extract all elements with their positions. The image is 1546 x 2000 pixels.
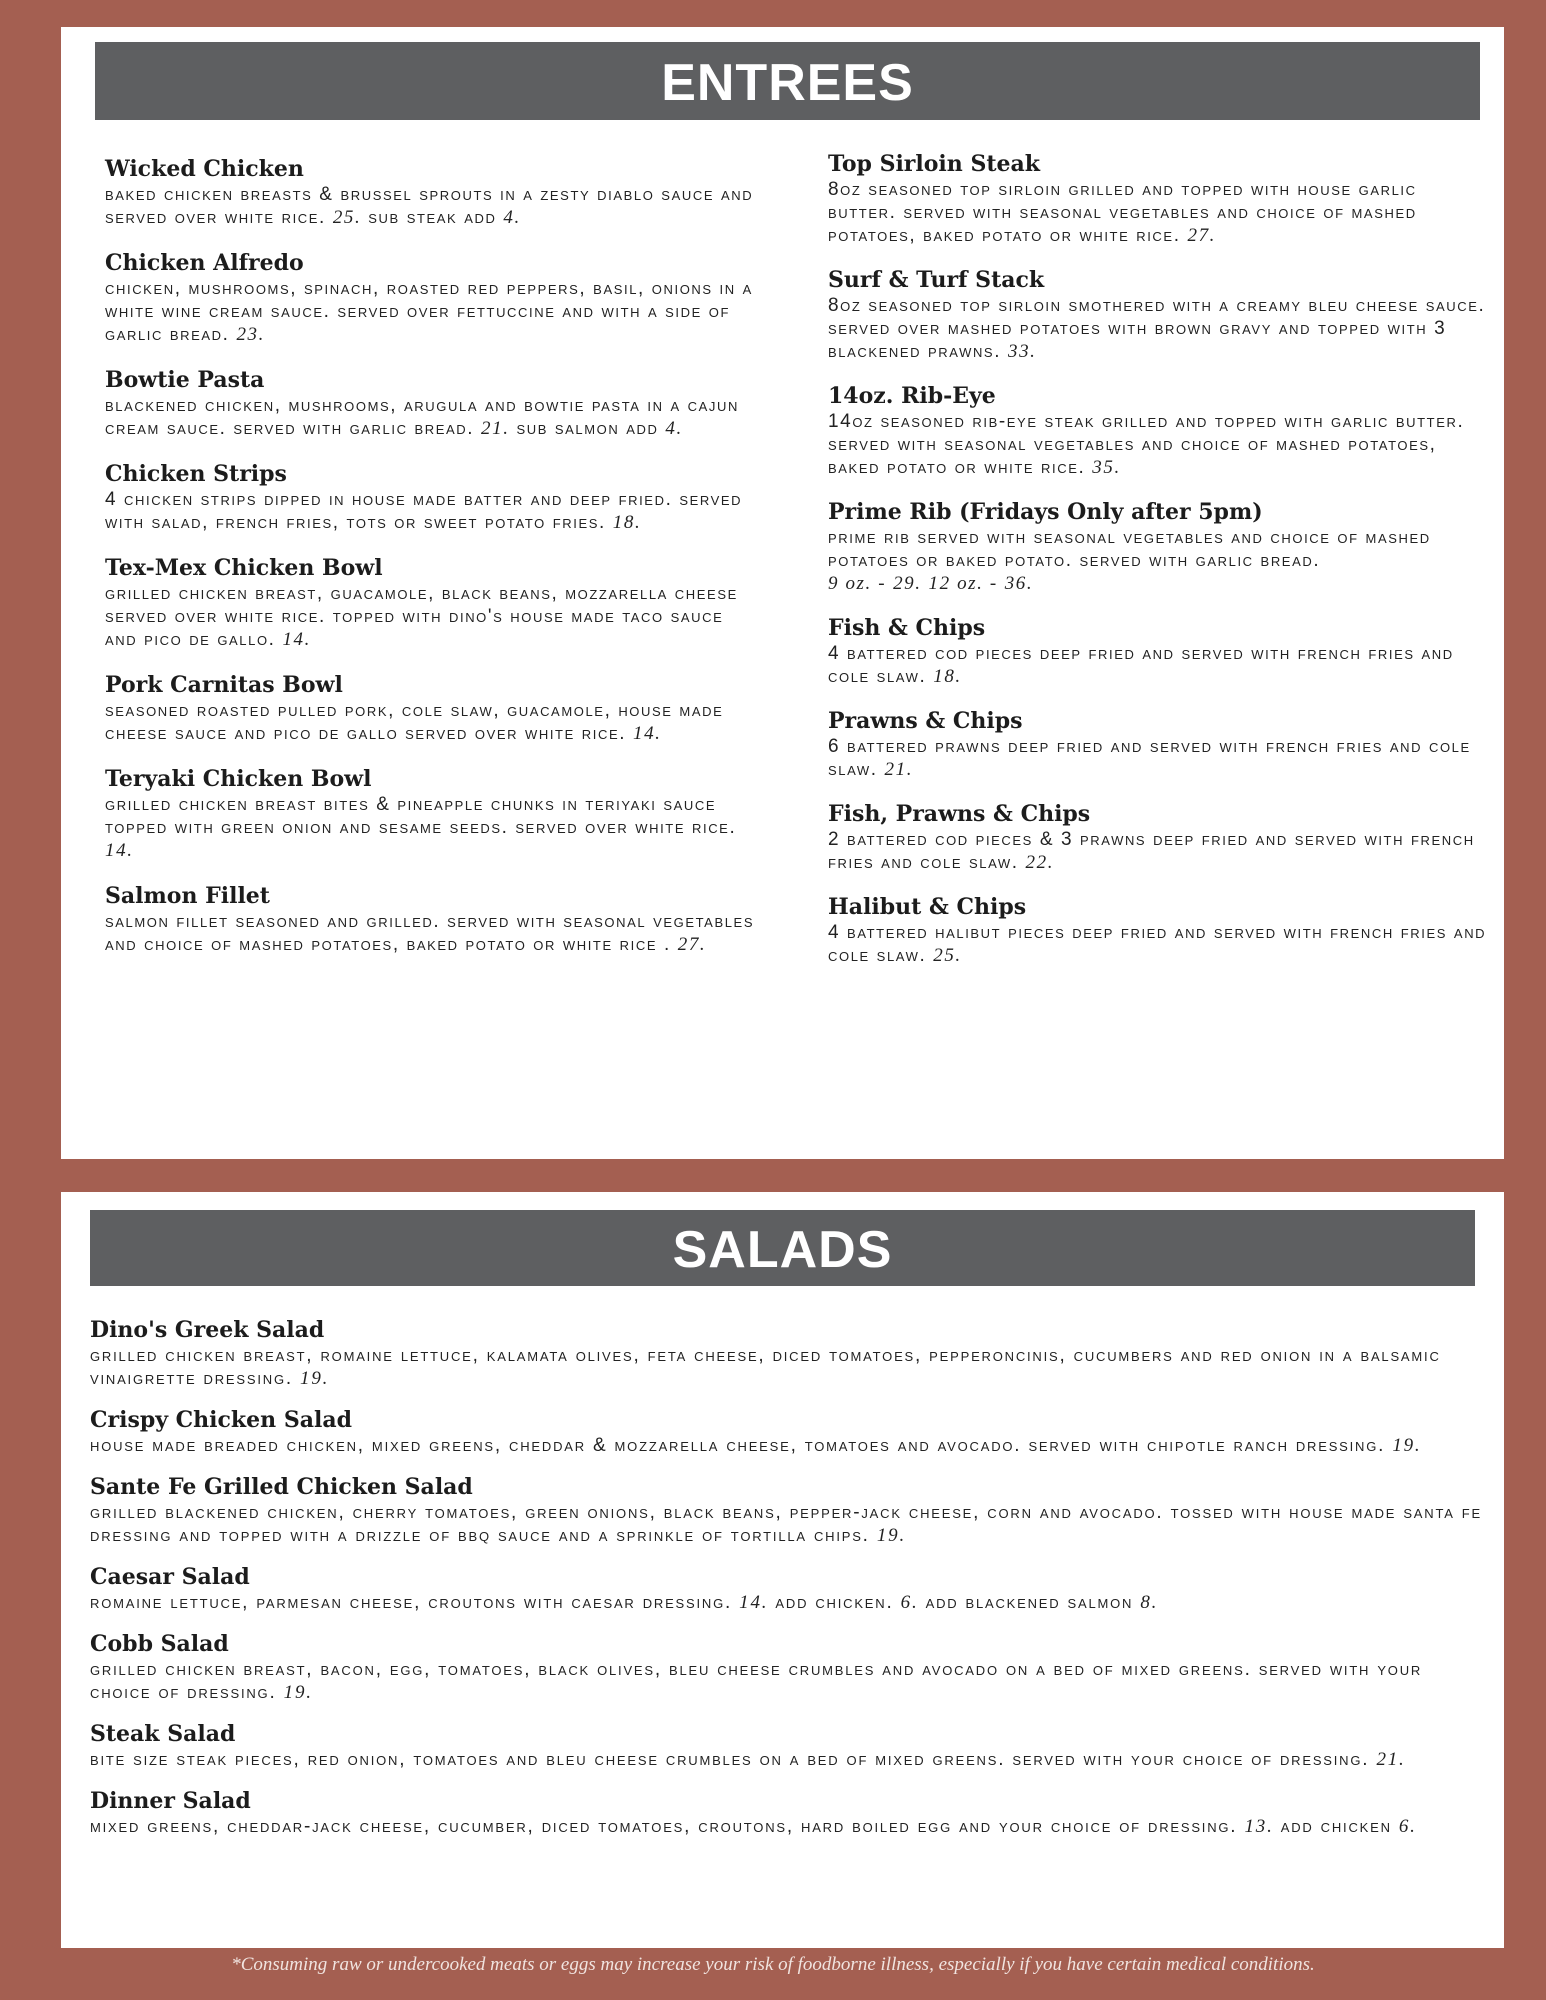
description-text: 8oz seasoned top sirloin smothered with a creamy bleu cheese sauce. served over mashed potatoes with brown gravy and topped with 3 blackened prawns.	[828, 295, 1486, 362]
menu-item	[828, 894, 1488, 967]
menu-item	[828, 151, 1488, 247]
item-price: 14.	[282, 629, 312, 650]
menu-item-name: Top Sirloin Steak	[828, 151, 1040, 177]
item-price: 18.	[933, 666, 962, 687]
menu-item-description	[90, 1434, 1490, 1457]
salads-header: SALADS	[90, 1210, 1475, 1286]
entrees-panel	[61, 27, 1504, 1159]
portion-size: 9 oz. -	[828, 573, 887, 594]
menu-item	[90, 1721, 1490, 1771]
description-text: 6 battered prawns deep fried and served with french fries and cole slaw.	[828, 736, 1471, 780]
menu-item-name: Halibut & Chips	[828, 894, 1027, 920]
menu-item	[90, 1788, 1490, 1838]
item-price: 23.	[236, 324, 266, 345]
description-text: mixed greens, cheddar-jack cheese, cucumber, diced tomatoes, croutons, hard boiled egg and your choice of dressing.	[90, 1816, 1238, 1837]
menu-item-description	[828, 642, 1488, 688]
menu-item	[105, 672, 755, 745]
menu-item	[105, 461, 755, 534]
description-text: 2 battered cod pieces & 3 prawns deep fried and served with french fries and cole slaw.	[828, 829, 1475, 873]
add-on-label: sub steak add	[368, 207, 497, 228]
menu-item-name: Crispy Chicken Salad	[90, 1407, 352, 1433]
menu-item-description	[105, 910, 755, 956]
menu-item-name: Bowtie Pasta	[105, 367, 265, 393]
entrees-right-column	[828, 151, 1488, 987]
menu-item-description	[90, 1344, 1490, 1390]
entrees-header: ENTREES	[95, 42, 1480, 120]
item-price: 13.	[1244, 1816, 1274, 1837]
menu-item-description	[828, 526, 1488, 595]
description-text: 4 chicken strips dipped in house made batter and deep fried. served with salad, french fries, tots or sweet potato fries.	[105, 489, 743, 533]
menu-item-name: Prime Rib (Fridays Only after 5pm)	[828, 499, 1263, 525]
description-text: 4 battered cod pieces deep fried and served with french fries and cole slaw.	[828, 643, 1454, 687]
menu-item-description	[828, 294, 1488, 363]
description-text: romaine lettuce, parmesan cheese, croutons with caesar dressing.	[90, 1592, 733, 1613]
menu-item-name: Wicked Chicken	[105, 156, 304, 182]
menu-item	[105, 766, 755, 862]
menu-item-name: Caesar Salad	[90, 1564, 250, 1590]
menu-item-description	[828, 921, 1488, 967]
description-text: prime rib served with seasonal vegetables and choice of mashed potatoes or baked potato. served with garlic bread.	[828, 527, 1431, 571]
add-on-label: add chicken	[1280, 1816, 1392, 1837]
menu-item-description	[105, 582, 755, 651]
item-price: 21.	[884, 759, 914, 780]
item-price: 25.	[332, 207, 362, 228]
item-price: 35.	[1092, 457, 1121, 478]
item-price: 27.	[677, 934, 707, 955]
menu-item-description	[105, 793, 755, 862]
item-price: 14.	[105, 840, 134, 861]
menu-item-description	[105, 394, 755, 440]
item-price: 19.	[876, 1525, 907, 1546]
menu-item-description	[828, 410, 1488, 479]
item-price: 25.	[933, 945, 962, 966]
add-on-price: 8.	[1140, 1592, 1159, 1613]
menu-item-description	[828, 178, 1488, 247]
menu-item-name: Pork Carnitas Bowl	[105, 672, 343, 698]
description-text: seasoned roasted pulled pork, cole slaw, guacamole, house made cheese sauce and pico de gallo served over white rice.	[105, 700, 724, 744]
portion-size: 12 oz. -	[928, 573, 998, 594]
menu-item	[828, 801, 1488, 874]
add-on-price: 6.	[1398, 1816, 1417, 1837]
add-on-label: add blackened salmon	[925, 1592, 1134, 1613]
menu-item-description	[828, 828, 1488, 874]
menu-item-description	[105, 183, 755, 229]
description-text: 4 battered halibut pieces deep fried and served with french fries and cole slaw.	[828, 922, 1487, 966]
description-text: grilled chicken breast, bacon, egg, tomatoes, black olives, bleu cheese crumbles and avocado on a bed of mixed greens. served with your choice of dressing.	[90, 1659, 1423, 1703]
menu-item-name: Chicken Alfredo	[105, 250, 304, 276]
menu-item	[90, 1317, 1490, 1390]
menu-item-description	[90, 1815, 1490, 1838]
description-text: grilled chicken breast, romaine lettuce, kalamata olives, feta cheese, diced tomatoes, pepperoncinis, cucumbers and red onion in a balsamic vinaigrette dressing.	[90, 1345, 1441, 1389]
description-text: baked chicken breasts & brussel sprouts in a zesty diablo sauce and served over white rice.	[105, 184, 754, 228]
description-text: chicken, mushrooms, spinach, roasted red peppers, basil, onions in a white wine cream sauce. served over fettuccine and with a side of garlic bread.	[105, 278, 753, 345]
menu-item-description	[105, 488, 755, 534]
item-price: 36.	[1004, 573, 1034, 594]
menu-item-name: Dino's Greek Salad	[90, 1317, 325, 1343]
item-price: 21.	[1376, 1749, 1406, 1770]
add-on-price: 4.	[665, 418, 683, 439]
menu-item	[828, 708, 1488, 781]
menu-item-name: Tex-Mex Chicken Bowl	[105, 555, 383, 581]
menu-item-name: Cobb Salad	[90, 1631, 229, 1657]
menu-item-name: Fish & Chips	[828, 615, 986, 641]
menu-item-name: Sante Fe Grilled Chicken Salad	[90, 1474, 473, 1500]
menu-item-name: 14oz. Rib-Eye	[828, 383, 996, 409]
menu-item	[828, 267, 1488, 363]
salads-panel	[61, 1192, 1504, 1948]
menu-item	[105, 250, 755, 346]
item-price: 19.	[1392, 1435, 1422, 1456]
description-text: salmon fillet seasoned and grilled. served with seasonal vegetables and choice of mashed potatoes, baked potato or white rice .	[105, 911, 755, 955]
menu-item-description	[90, 1591, 1490, 1614]
menu-item-name: Fish, Prawns & Chips	[828, 801, 1091, 827]
menu-item	[90, 1564, 1490, 1614]
entrees-left-column	[105, 156, 755, 977]
menu-item-name: Salmon Fillet	[105, 883, 270, 909]
item-price: 21.	[481, 418, 510, 439]
salads-list	[90, 1317, 1490, 1855]
menu-item-description	[105, 699, 755, 745]
menu-item-name: Steak Salad	[90, 1721, 236, 1747]
menu-item-description	[90, 1748, 1490, 1771]
menu-item	[828, 499, 1488, 595]
menu-item	[90, 1407, 1490, 1457]
item-price: 18.	[612, 512, 642, 533]
menu-item-name: Surf & Turf Stack	[828, 267, 1045, 293]
food-safety-disclaimer: *Consuming raw or undercooked meats or eggs may increase your risk of foodborne illness, especially if you have certain medical conditions.	[231, 1954, 1315, 1975]
menu-item-description	[90, 1501, 1490, 1547]
description-text: 14oz seasoned rib-eye steak grilled and topped with garlic butter. served with seasonal vegetables and choice of mashed potatoes, baked potato or white rice.	[828, 411, 1465, 478]
item-price: 27.	[1187, 225, 1217, 246]
item-price: 14.	[739, 1592, 769, 1613]
item-price: 29.	[893, 573, 922, 594]
description-text: 8oz seasoned top sirloin grilled and topped with house garlic butter. served with seasonal vegetables and choice of mashed potatoes, baked potato or white rice.	[828, 179, 1417, 246]
menu-item-name: Prawns & Chips	[828, 708, 1023, 734]
menu-item-description	[828, 735, 1488, 781]
item-price: 33.	[1007, 341, 1037, 362]
menu-item	[105, 555, 755, 651]
description-text: grilled chicken breast bites & pineapple chunks in teriyaki sauce topped with green onion and sesame seeds. served over white rice.	[105, 794, 737, 838]
menu-item	[90, 1474, 1490, 1547]
add-on-label: add chicken.	[775, 1592, 894, 1613]
item-price: 19.	[300, 1368, 330, 1389]
item-price: 19.	[283, 1682, 313, 1703]
add-on-label: sub salmon add	[516, 418, 659, 439]
menu-item-description	[90, 1658, 1490, 1704]
menu-item	[90, 1631, 1490, 1704]
description-text: grilled chicken breast, guacamole, black beans, mozzarella cheese served over white rice. topped with dino's house made taco sauce and pico de gallo.	[105, 583, 738, 650]
menu-item	[828, 383, 1488, 479]
item-price: 14.	[632, 723, 662, 744]
description-text: house made breaded chicken, mixed greens, cheddar & mozzarella cheese, tomatoes and avocado. served with chipotle ranch dressing.	[90, 1435, 1386, 1456]
description-text: blackened chicken, mushrooms, arugula and bowtie pasta in a cajun cream sauce. served with garlic bread.	[105, 395, 739, 439]
menu-item	[828, 615, 1488, 688]
add-on-price: 4.	[503, 207, 521, 228]
menu-item-description	[105, 277, 755, 346]
menu-item-name: Chicken Strips	[105, 461, 287, 487]
menu-item	[105, 156, 755, 229]
menu-item	[105, 883, 755, 956]
add-on-price: 6.	[900, 1592, 919, 1613]
description-text: grilled blackened chicken, cherry tomatoes, green onions, black beans, pepper-jack cheese, corn and avocado. tossed with house made santa fe dressing and topped with a drizzle of bbq sauce and a sprinkle of tortilla chips.	[90, 1502, 1482, 1546]
menu-item-name: Dinner Salad	[90, 1788, 251, 1814]
item-price: 22.	[1025, 852, 1055, 873]
menu-item	[105, 367, 755, 440]
menu-item-name: Teryaki Chicken Bowl	[105, 766, 372, 792]
description-text: bite size steak pieces, red onion, tomatoes and bleu cheese crumbles on a bed of mixed greens. served with your choice of dressing.	[90, 1749, 1370, 1770]
